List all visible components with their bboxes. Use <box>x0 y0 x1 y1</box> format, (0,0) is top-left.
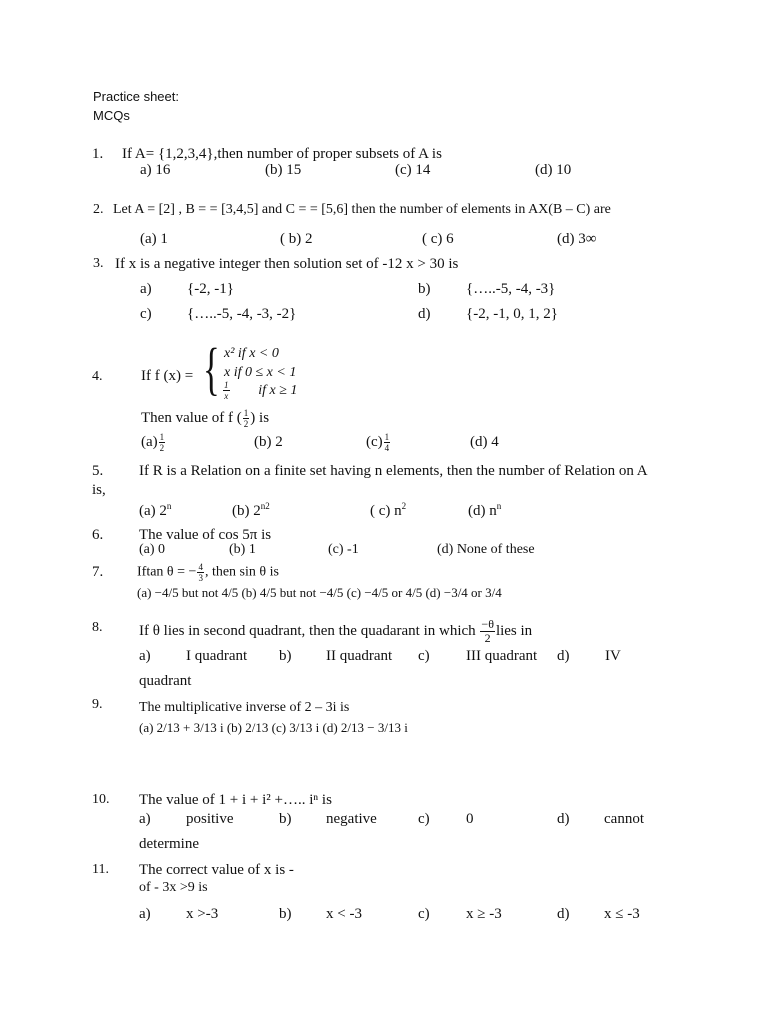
option-b: (b) $2^{n2}$ <box>232 501 270 519</box>
option-b-label: b) <box>279 906 292 922</box>
question-text-cont: determine <box>139 836 199 852</box>
question-text: Iftan θ = − $\frac{4}{3}$ , then sin θ is <box>137 562 279 583</box>
option-b: II quadrant <box>326 648 393 664</box>
option-d-label: d) <box>418 306 431 322</box>
question-number: 4. <box>92 369 103 384</box>
question-number: 3. <box>93 256 104 271</box>
option-a: positive <box>186 811 234 827</box>
option-b-label: b) <box>418 281 431 297</box>
option-b: {…..-5, -4, -3} <box>466 281 556 297</box>
question-text-cont: is, <box>92 482 106 498</box>
option-a-label: a) <box>139 906 151 922</box>
option-a: {-2, -1} <box>187 281 234 297</box>
option-c: 0 <box>466 811 474 827</box>
option-c: (c) $\frac{1}{4}$ <box>366 432 390 453</box>
question-text-cont: of - 3x >9 is <box>139 880 208 895</box>
option-a-label: a) <box>139 811 151 827</box>
piece-3: $\frac{1}{x}$ if x ≥ 1 <box>224 380 298 401</box>
question-number: 9. <box>92 697 103 712</box>
option-d: {-2, -1, 0, 1, 2} <box>466 306 558 322</box>
question-number: 10. <box>92 792 110 807</box>
question-number: 11. <box>92 862 109 877</box>
option-c: x ≥ -3 <box>466 906 502 922</box>
function-lhs: If f (x) = <box>141 368 194 384</box>
option-b: (b) 2 <box>254 434 283 450</box>
question-text: If θ lies in second quadrant, then the quadarant in which $\frac{-\theta}{2}$ lies in <box>139 617 533 645</box>
option-d: (d) None of these <box>437 542 535 557</box>
option-c: (c) 14 <box>395 162 431 178</box>
option-d-label: d) <box>557 906 570 922</box>
option-a: (a) 1 <box>140 231 168 247</box>
question-text: The multiplicative inverse of 2 – 3i is <box>139 700 350 715</box>
options: (a) 2/13 + 3/13 i (b) 2/13 (c) 3/13 i (d) 2/13 − 3/13 i <box>139 720 408 735</box>
sheet-title: Practice sheet: <box>93 89 179 104</box>
options: (a) −4/5 but not 4/5 (b) 4/5 but not −4/5 (c) −4/5 or 4/5 (d) −3/4 or 3/4 <box>137 585 502 600</box>
question-number: 5. <box>92 463 104 479</box>
option-c: ( c) 6 <box>422 231 454 247</box>
question-number: 2. <box>93 202 104 217</box>
option-b-label: b) <box>279 648 292 664</box>
question-text: The value of 1 + i + i² +….. iⁿ is <box>139 792 332 808</box>
question-text: If x is a negative integer then solution set of -12 x > 30 is <box>115 256 459 272</box>
question-number: 7. <box>92 564 104 580</box>
option-c-label: c) <box>418 648 430 664</box>
option-a: I quadrant <box>186 648 248 664</box>
question-text: The correct value of x is - <box>139 862 294 878</box>
piecewise-brace: { <box>203 336 220 401</box>
option-a: (a) 2$^n$ <box>139 501 172 519</box>
option-d: (d) 3∞ <box>557 231 597 247</box>
option-d: IV <box>605 648 621 664</box>
option-c: {…..-5, -4, -3, -2} <box>187 306 297 322</box>
question-text: The value of cos 5π is <box>139 527 272 543</box>
option-b-label: b) <box>279 811 292 827</box>
option-a: a) 16 <box>140 162 171 178</box>
option-d: cannot <box>604 811 644 827</box>
option-b: (b) 15 <box>265 162 302 178</box>
option-c: ( c) $n^2$ <box>370 501 407 519</box>
question-text: If A= {1,2,3,4},then number of proper subsets of A is <box>122 146 442 162</box>
option-c: III quadrant <box>466 648 538 664</box>
option-a: (a) 0 <box>139 542 166 557</box>
question-text: If R is a Relation on a finite set having n elements, then the number of Relation on A <box>139 463 648 479</box>
option-d: x ≤ -3 <box>604 906 640 922</box>
option-c: (c) -1 <box>328 542 359 557</box>
option-b: x < -3 <box>326 906 362 922</box>
question-number: 8. <box>92 620 103 635</box>
option-b: negative <box>326 811 377 827</box>
option-c-label: c) <box>418 906 430 922</box>
question-number: 6. <box>92 527 104 543</box>
sheet-subtitle: MCQs <box>93 108 130 123</box>
piece-2: x if 0 ≤ x < 1 <box>224 365 297 380</box>
option-d-label: d) <box>557 648 570 664</box>
option-b: (b) 1 <box>229 542 256 557</box>
option-d-label: d) <box>557 811 570 827</box>
option-d: (d) 10 <box>535 162 572 178</box>
option-a-label: a) <box>139 648 151 664</box>
piece-1: x² if x < 0 <box>224 346 279 361</box>
question-subtext: Then value of f ( $\frac{1}{2}$ ) is <box>141 408 270 429</box>
option-a: x >-3 <box>186 906 219 922</box>
option-c-label: c) <box>418 811 430 827</box>
question-text-cont: quadrant <box>139 673 192 689</box>
option-b: ( b) 2 <box>280 231 313 247</box>
question-number: 1. <box>92 146 104 162</box>
question-text: Let A = [2] , B = = [3,4,5] and C = = [5,6] then the number of elements in AX(B – C) are <box>113 202 611 217</box>
option-c-label: c) <box>140 306 152 322</box>
option-a: (a) $\frac{1}{2}$ <box>141 432 165 453</box>
option-a-label: a) <box>140 281 152 297</box>
option-d: (d) $n^n$ <box>468 501 502 519</box>
option-d: (d) 4 <box>470 434 499 450</box>
